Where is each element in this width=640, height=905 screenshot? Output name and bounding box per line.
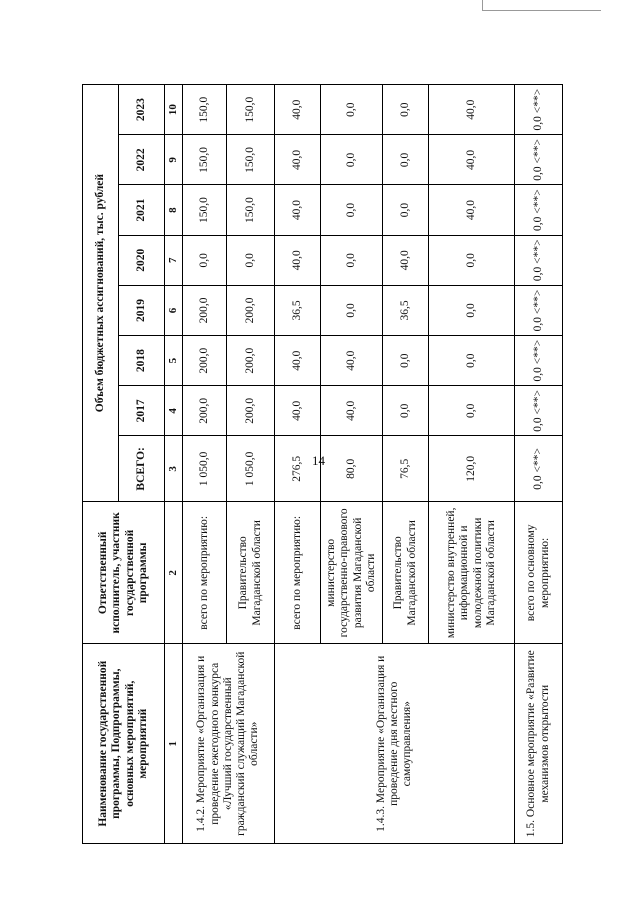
value-cell: 200,0 (183, 336, 227, 386)
value-cell: 40,0 (321, 336, 383, 386)
value-cell: 0,0 <**> (515, 386, 563, 436)
table-row (183, 85, 227, 844)
value-cell: 40,0 (383, 235, 429, 285)
executor-cell: всего по основному мероприятию: (515, 502, 563, 644)
value-cell: 150,0 (183, 135, 227, 185)
value-cell: 0,0 <**> (515, 436, 563, 502)
value-cell: 40,0 (275, 336, 321, 386)
column-number: 7 (165, 235, 183, 285)
column-number: 2 (165, 502, 183, 644)
table-row (275, 85, 321, 844)
value-cell: 0,0 (183, 235, 227, 285)
value-cell: 1 050,0 (183, 436, 227, 502)
header-executor: Ответственный исполнитель, участник государственной программы (83, 502, 165, 644)
executor-cell: Правительство Магаданской области (227, 502, 275, 644)
column-number: 3 (165, 436, 183, 502)
column-number: 8 (165, 185, 183, 235)
value-cell: 0,0 (321, 285, 383, 335)
header-total: ВСЕГО: (119, 436, 165, 502)
value-cell: 0,0 (383, 336, 429, 386)
value-cell: 36,5 (275, 285, 321, 335)
value-cell: 150,0 (227, 135, 275, 185)
header-year: 2018 (119, 336, 165, 386)
value-cell: 150,0 (183, 85, 227, 135)
value-cell: 0,0 <**> (515, 135, 563, 185)
value-cell: 80,0 (321, 436, 383, 502)
value-cell: 276,5 (275, 436, 321, 502)
value-cell: 0,0 <**> (515, 285, 563, 335)
value-cell: 0,0 (321, 85, 383, 135)
value-cell: 36,5 (383, 285, 429, 335)
value-cell: 150,0 (183, 185, 227, 235)
value-cell: 0,0 (383, 135, 429, 185)
header-year: 2023 (119, 85, 165, 135)
header-year: 2022 (119, 135, 165, 185)
rotated-table-wrapper (82, 84, 562, 844)
value-cell: 0,0 <**> (515, 185, 563, 235)
executor-cell: всего по мероприятию: (275, 502, 321, 644)
value-cell: 40,0 (275, 386, 321, 436)
header-year: 2019 (119, 285, 165, 335)
value-cell: 40,0 (429, 135, 515, 185)
value-cell: 0,0 (321, 235, 383, 285)
value-cell: 0,0 (383, 386, 429, 436)
value-cell: 40,0 (275, 235, 321, 285)
executor-cell: министерство государственно-правового развития Магаданской области (321, 502, 383, 644)
value-cell: 0,0 (227, 235, 275, 285)
column-number: 6 (165, 285, 183, 335)
value-cell: 200,0 (227, 285, 275, 335)
value-cell: 200,0 (183, 285, 227, 335)
value-cell: 0,0 (321, 185, 383, 235)
executor-cell: министерство внутренней, информационной и молодежной политики Магаданской области (429, 502, 515, 644)
value-cell: 40,0 (275, 135, 321, 185)
activity-name: 1.4.2. Мероприятие «Организация и проведение ежегодного конкурса «Лучший государственный гражданский служащий Магаданской области» (183, 644, 275, 844)
header-year: 2017 (119, 386, 165, 436)
value-cell: 40,0 (275, 185, 321, 235)
column-number: 5 (165, 336, 183, 386)
budget-table (82, 84, 563, 844)
value-cell: 0,0 (429, 336, 515, 386)
corner-mark (482, 0, 601, 11)
table-row (515, 85, 563, 844)
header-year: 2021 (119, 185, 165, 235)
value-cell: 0,0 (429, 285, 515, 335)
value-cell: 120,0 (429, 436, 515, 502)
column-number: 1 (165, 644, 183, 844)
value-cell: 150,0 (227, 85, 275, 135)
value-cell: 0,0 (321, 135, 383, 185)
activity-name: 1.4.3. Мероприятие «Организация и проведение дня местного самоуправления» (275, 644, 515, 844)
column-number: 4 (165, 386, 183, 436)
column-number: 9 (165, 135, 183, 185)
executor-cell: всего по мероприятию: (183, 502, 227, 644)
value-cell: 200,0 (227, 386, 275, 436)
value-cell: 0,0 (383, 185, 429, 235)
header-name: Наименование государственной программы, Подпрограммы, основных мероприятий, мероприятий (83, 644, 165, 844)
column-number: 10 (165, 85, 183, 135)
value-cell: 40,0 (275, 85, 321, 135)
value-cell: 0,0 <**> (515, 235, 563, 285)
page-number: 14 (312, 453, 325, 468)
value-cell: 150,0 (227, 185, 275, 235)
value-cell: 40,0 (321, 386, 383, 436)
value-cell: 1 050,0 (227, 436, 275, 502)
value-cell: 0,0 <**> (515, 85, 563, 135)
value-cell: 40,0 (429, 185, 515, 235)
header-year: 2020 (119, 235, 165, 285)
value-cell: 76,5 (383, 436, 429, 502)
value-cell: 0,0 (429, 235, 515, 285)
header-funding: Объем бюджетных ассигнований, тыс. рублей (83, 85, 119, 502)
value-cell: 200,0 (183, 386, 227, 436)
value-cell: 0,0 (383, 85, 429, 135)
value-cell: 40,0 (429, 85, 515, 135)
executor-cell: Правительство Магаданской области (383, 502, 429, 644)
value-cell: 0,0 <**> (515, 336, 563, 386)
value-cell: 200,0 (227, 336, 275, 386)
value-cell: 0,0 (429, 386, 515, 436)
activity-name: 1.5. Основное мероприятие «Развитие механизмов открытости (515, 644, 563, 844)
